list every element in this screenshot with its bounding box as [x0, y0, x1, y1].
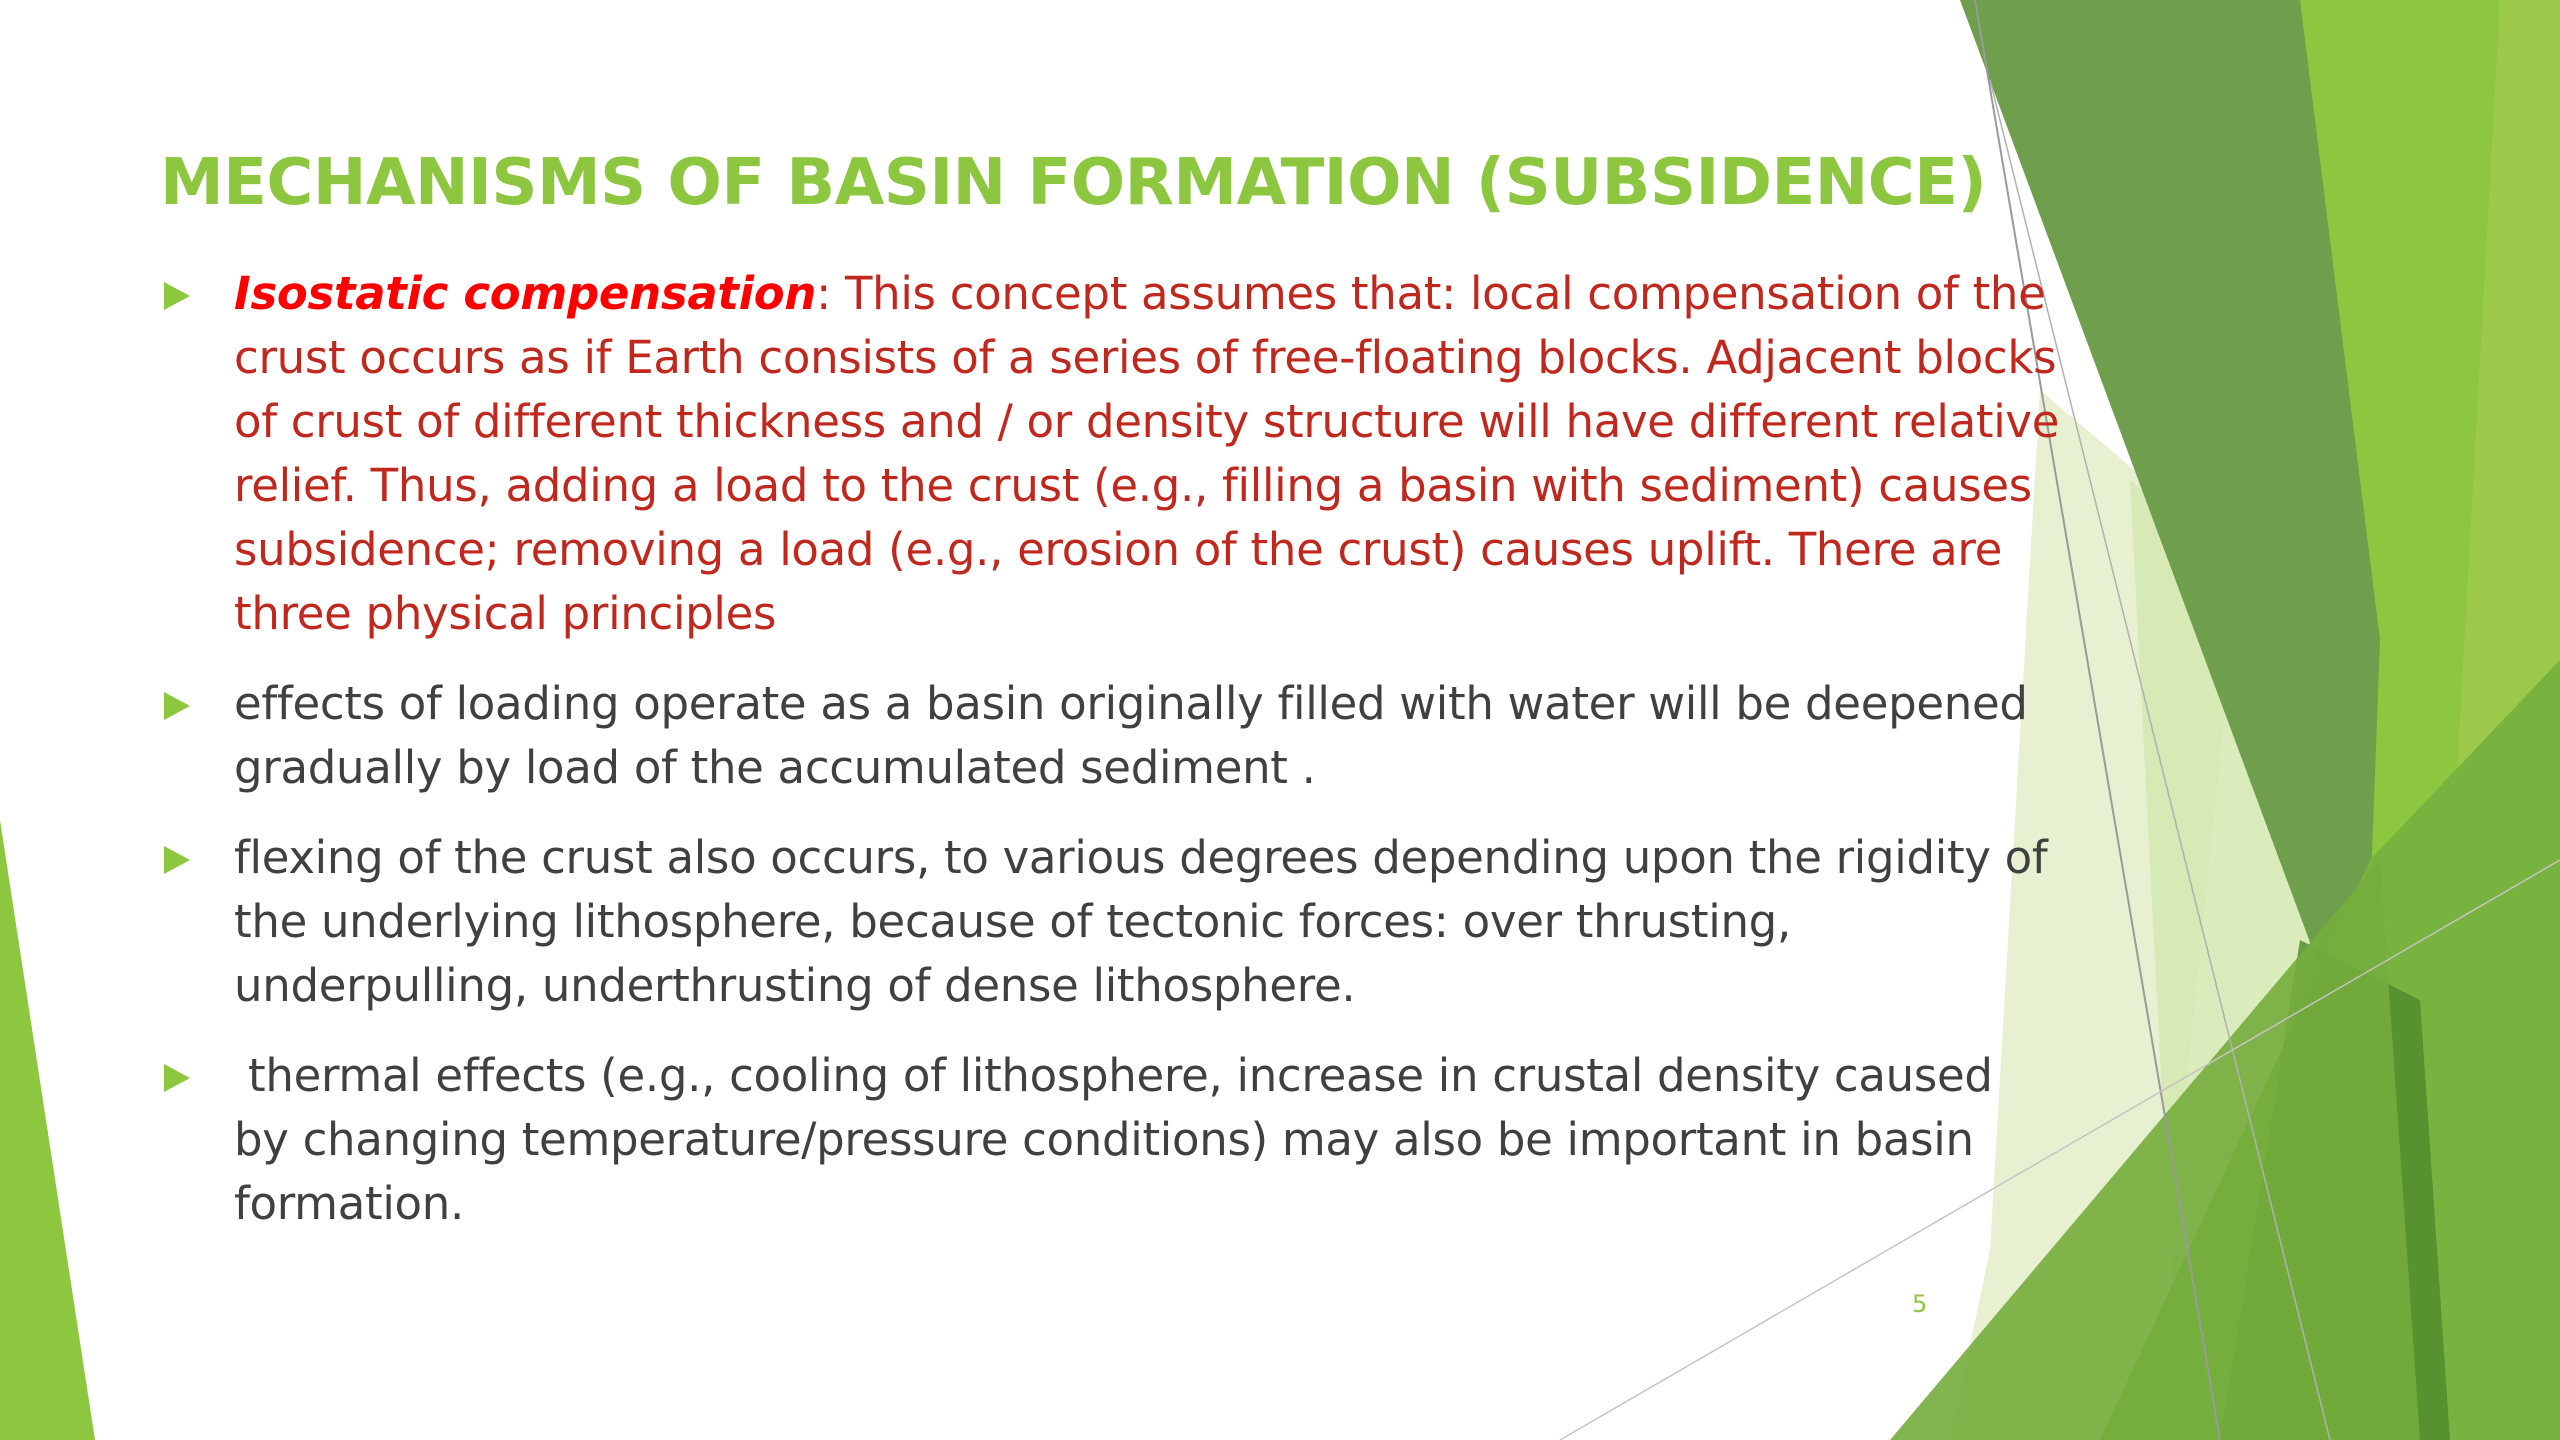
- page-number: 5: [1912, 1290, 1928, 1318]
- bullet-thermal-effects: [160, 1044, 2060, 1236]
- bullet-text: thermal effects (e.g., cooling of lithosphere, increase in crustal density caused by changing temperature/pressure conditions) may also be important in basin formation.: [234, 1049, 2007, 1230]
- bullet-isostatic-compensation: [160, 262, 2060, 646]
- bullet-text: effects of loading operate as a basin originally filled with water will be deepened gradually by load of the accumulated sediment .: [234, 677, 2028, 794]
- bullet-loading-effects: [160, 672, 2060, 800]
- triangle-right-icon: [164, 282, 190, 310]
- bullet-text: flexing of the crust also occurs, to various degrees depending upon the rigidity of the underlying lithosphere, because of tectonic forces: over thrusting, underpulling, underthrusting of dense lithosphere.: [234, 831, 2048, 1012]
- slide-title: MECHANISMS OF BASIN FORMATION (SUBSIDENCE): [160, 146, 1987, 220]
- bullet-term: Isostatic compensation: [234, 267, 817, 320]
- bullet-list: [160, 262, 2060, 1262]
- triangle-right-icon: [164, 1064, 190, 1092]
- triangle-right-icon: [164, 692, 190, 720]
- bullet-crust-flexing: [160, 826, 2060, 1018]
- left-green-facet: [0, 820, 95, 1440]
- bullet-text: : This concept assumes that: local compensation of the crust occurs as if Earth consists of a series of free-floating blocks. Adjacent blocks of crust of different thickness and / or density structure will have different relative relief. Thus, adding a load to the crust (e.g., filling a basin with sediment) causes subsidence; removing a load (e.g., erosion of the crust) causes uplift. There are three physical principles: [234, 267, 2060, 640]
- triangle-right-icon: [164, 846, 190, 874]
